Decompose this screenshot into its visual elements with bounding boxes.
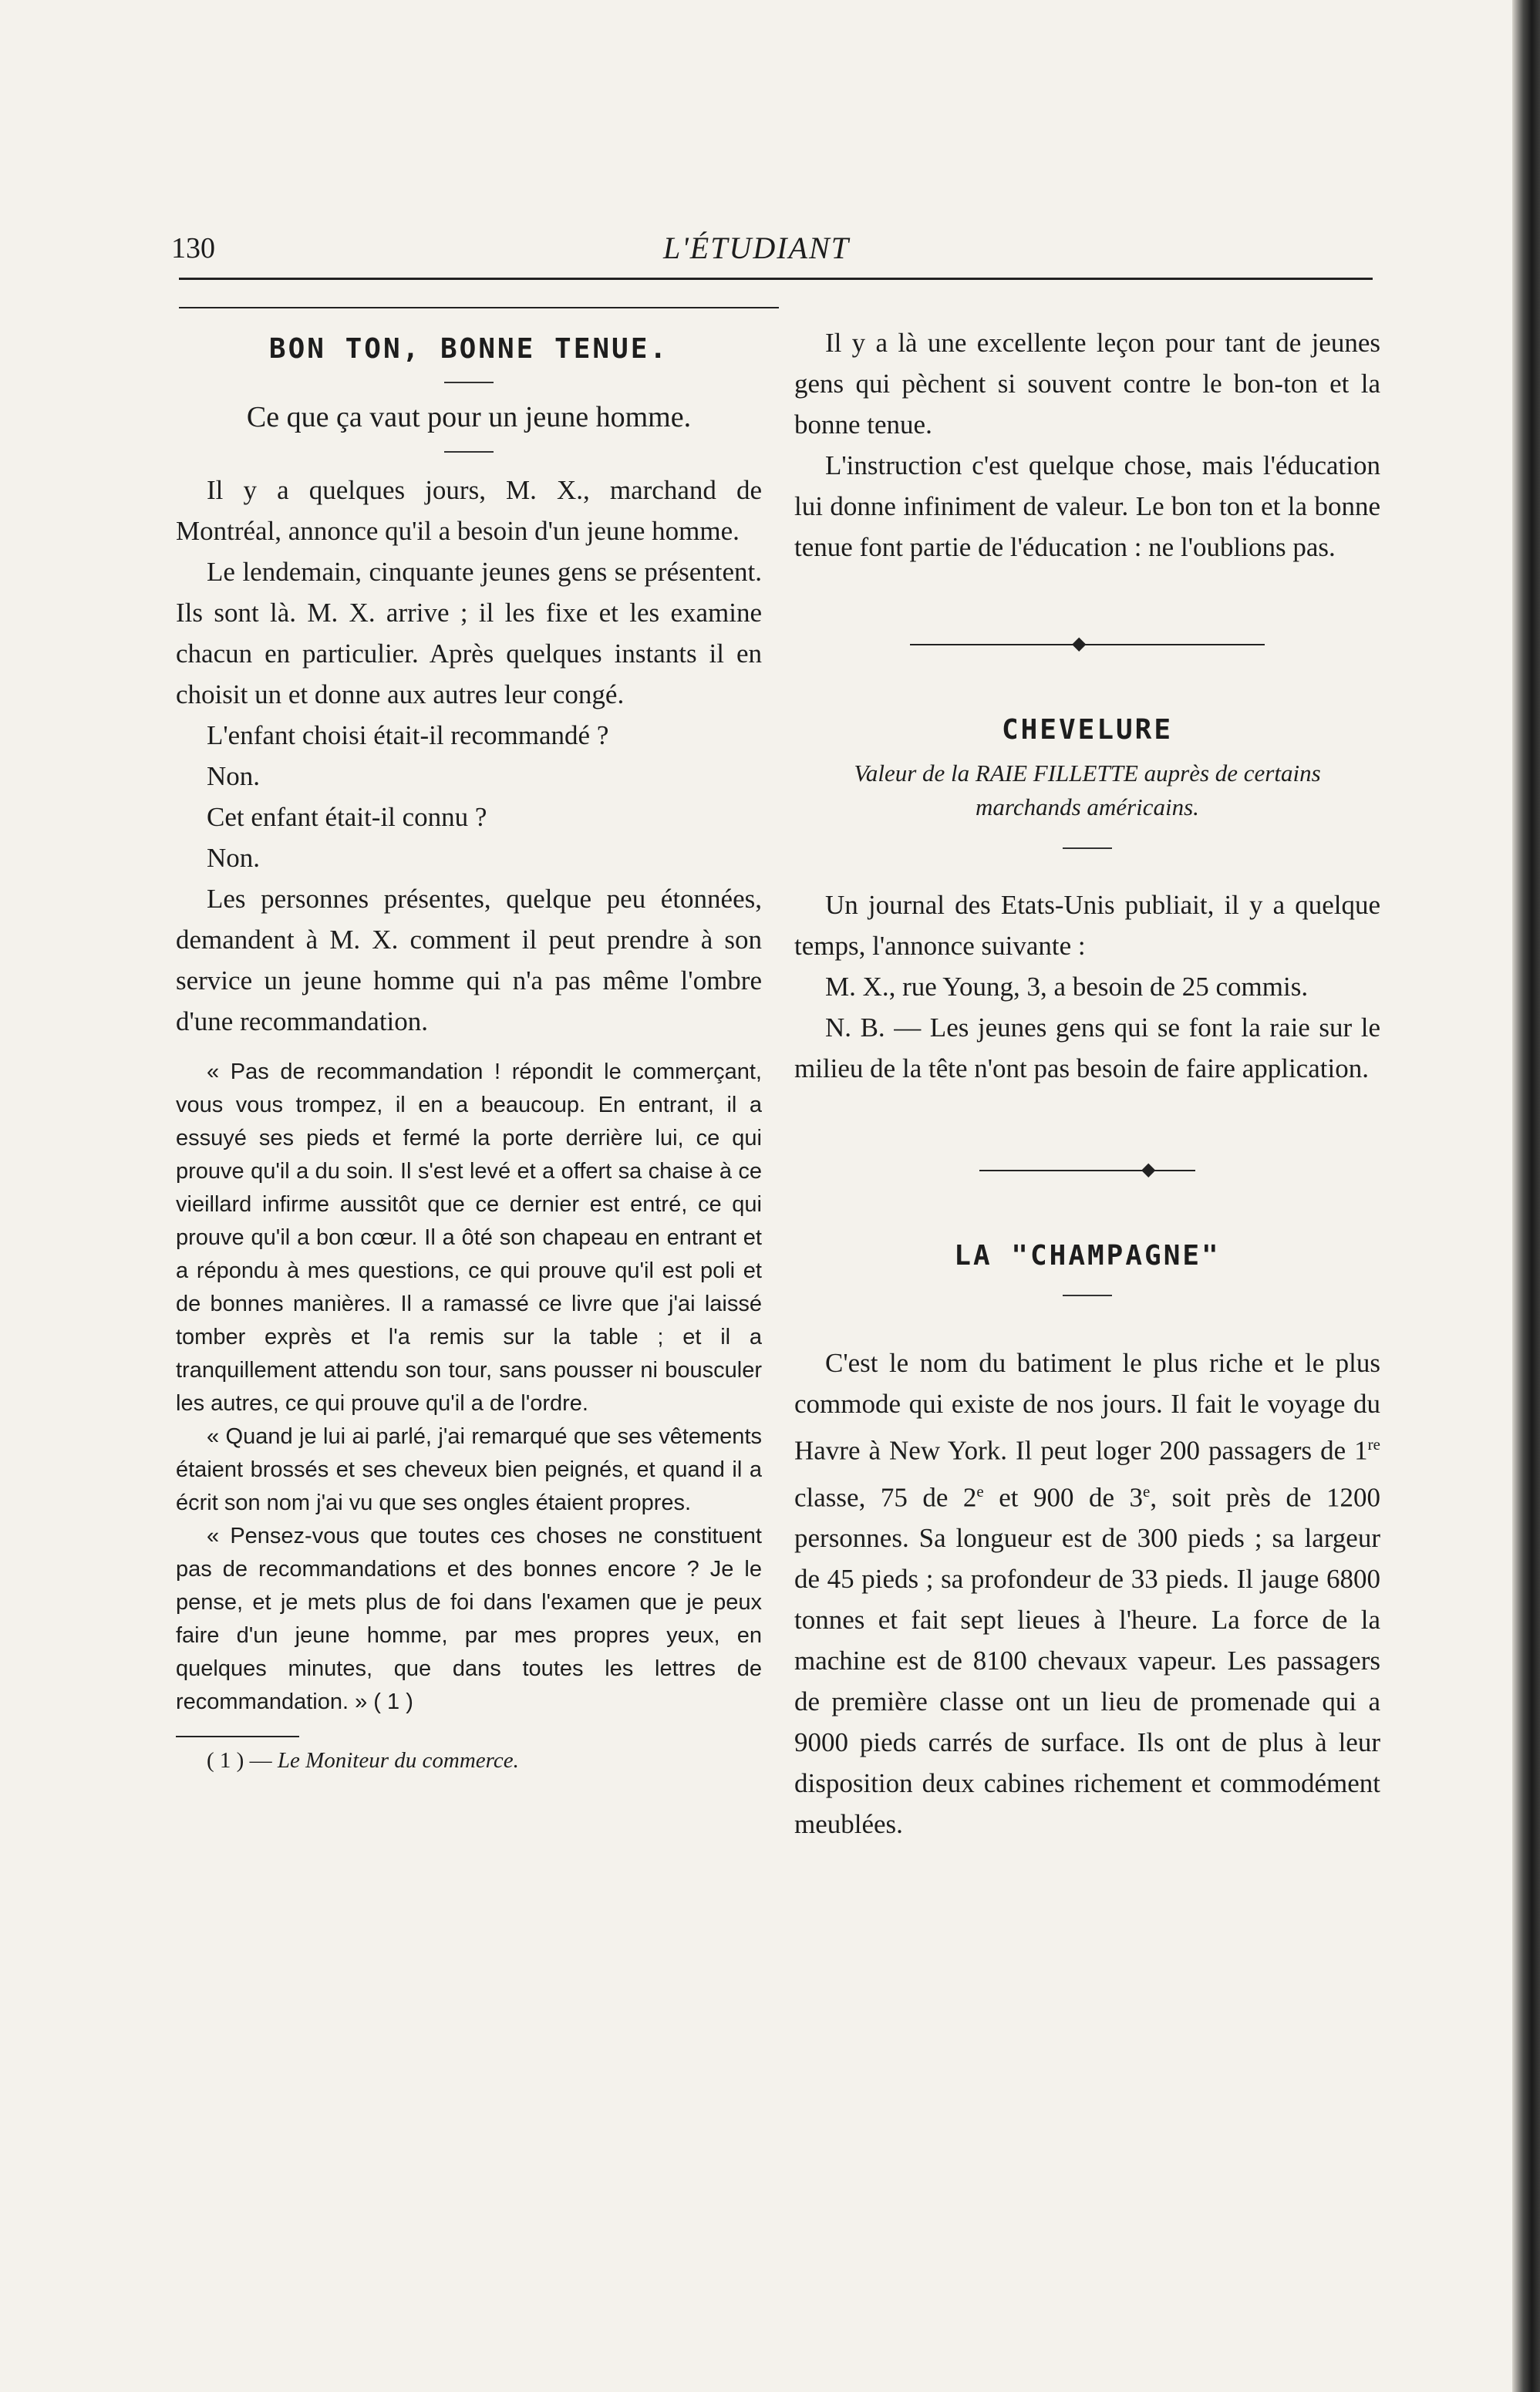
text-run: et 900 de 3: [983, 1482, 1143, 1513]
paragraph: Il y a quelques jours, M. X., marchand de Montréal, annonce qu'il a besoin d'un jeune homme.: [176, 475, 762, 546]
quote-paragraph: « Pas de recommandation ! répondit le commerçant, vous vous trompez, il en a beaucoup. En entrant, il a essuyé ses pieds et fermé la porte derrière lui, ce qui prouve qu'il a du soin. Il s'est levé et a offert sa chaise à ce vieillard infirme aussitôt que ce dernier est entré, ce qui prouve qu'il a bon cœur. Il a ôté son chapeau en entrant et a répondu à mes questions, ce qui prouve qu'il est poli et de bonnes manières. Il a ramassé ce livre que j'ai laissé tomber exprès et l'a remis sur la table ; et il a tranquillement attendu son tour, sans pousser ni bousculer les autres, ce qui prouve qu'il a de l'ordre.: [176, 1060, 762, 1416]
left-column: [176, 316, 762, 1776]
right-column: [794, 316, 1380, 1845]
article-subtitle: Ce que ça vaut pour un jeune homme.: [246, 401, 692, 433]
paragraph: Un journal des Etats-Unis publiait, il y a quelque temps, l'annonce suivante :: [794, 890, 1380, 961]
ornament-rule: [910, 637, 1265, 652]
article-title: BON TON, BONNE TENUE.: [268, 333, 669, 365]
section-subtitle: Valeur de la RAIE FILLETTE auprès de certains marchands américains.: [854, 760, 1321, 820]
superscript: e: [1143, 1481, 1151, 1501]
paragraph: Cet enfant était-il connu ?: [207, 802, 487, 832]
paragraph: Les personnes présentes, quelque peu étonnées, demandent à M. X. comment il peut prendre à son service un jeune homme qui n'a pas même l'ombre d'une recommandation.: [176, 884, 762, 1036]
paragraph: N. B. — Les jeunes gens qui se font la raie sur le milieu de la tête n'ont pas besoin de faire application.: [794, 1012, 1380, 1083]
quote-paragraph: « Pensez-vous que toutes ces choses ne constituent pas de recommandations et des bonnes encore ? Je le pense, et je mets plus de foi dans l'examen que je peux faire d'un jeune homme, par mes propres yeux, en quelques minutes, que dans toutes les lettres de recommandation. » ( 1 ): [176, 1524, 762, 1714]
section-title: LA "CHAMPAGNE": [954, 1240, 1221, 1272]
quote-paragraph: « Quand je lui ai parlé, j'ai remarqué que ses vêtements étaient brossés et ses cheveux bien peignés, et quand il a écrit son nom j'ai vu que ses ongles étaient propres.: [176, 1424, 762, 1515]
footnote-rule: [176, 1736, 299, 1737]
page-number: 130: [171, 232, 215, 264]
separator-dash: [444, 451, 494, 453]
paragraph: L'enfant choisi était-il recommandé ?: [207, 720, 609, 750]
paragraph: Non.: [207, 761, 261, 791]
paragraph: [794, 1343, 1380, 1845]
footnote-mark: ( 1 ) —: [207, 1748, 272, 1773]
separator-dash: [1063, 1295, 1112, 1296]
paragraph: Non.: [207, 843, 261, 873]
separator-dash: [444, 382, 494, 383]
text-run: , soit près de 1200 personnes. Sa longueur est de 300 pieds ; sa largeur de 45 pieds ; sa profondeur de 33 pieds. Il jauge 6800 tonnes et fait sept lieues à l'heure. La force de la machine est de 8100 chevaux vapeur. Les passagers de première classe ont un lieu de promenade qui a 9000 pieds carrés de surface. Ils ont de plus à leur disposition deux cabines richement et commodément meublées.: [794, 1482, 1380, 1840]
paragraph: Il y a là une excellente leçon pour tant de jeunes gens qui pèchent si souvent contre le bon-ton et la bonne tenue.: [794, 328, 1380, 440]
header-rule: [179, 278, 1373, 280]
footnote-source: Le Moniteur du commerce.: [277, 1748, 519, 1773]
running-head: L'ÉTUDIANT: [663, 231, 850, 265]
paragraph: Le lendemain, cinquante jeunes gens se présentent. Ils sont là. M. X. arrive ; il les fixe et les examine chacun en particulier. Après quelques instants il en choisit un et donne aux autres leur congé.: [176, 557, 762, 709]
section-title: CHEVELURE: [1001, 714, 1174, 746]
book-binding-edge: [1512, 0, 1540, 2392]
separator-dash: [1063, 847, 1112, 849]
superscript: re: [1367, 1435, 1380, 1454]
text-run: C'est le nom du batiment le plus riche et le plus commode qui existe de nos jours. Il fait le voyage du Havre à New York. Il peut loger 200 passagers de 1: [794, 1348, 1380, 1466]
paragraph: M. X., rue Young, 3, a besoin de 25 commis.: [825, 972, 1309, 1002]
ornament-rule: [979, 1163, 1195, 1178]
text-run: classe, 75 de 2: [794, 1482, 977, 1513]
column-top-rule: [179, 307, 779, 308]
paragraph: L'instruction c'est quelque chose, mais l'éducation lui donne infiniment de valeur. Le bon ton et la bonne tenue font partie de l'éducation : ne l'oublions pas.: [794, 450, 1380, 562]
footnote: [176, 1745, 762, 1776]
superscript: e: [976, 1481, 984, 1501]
